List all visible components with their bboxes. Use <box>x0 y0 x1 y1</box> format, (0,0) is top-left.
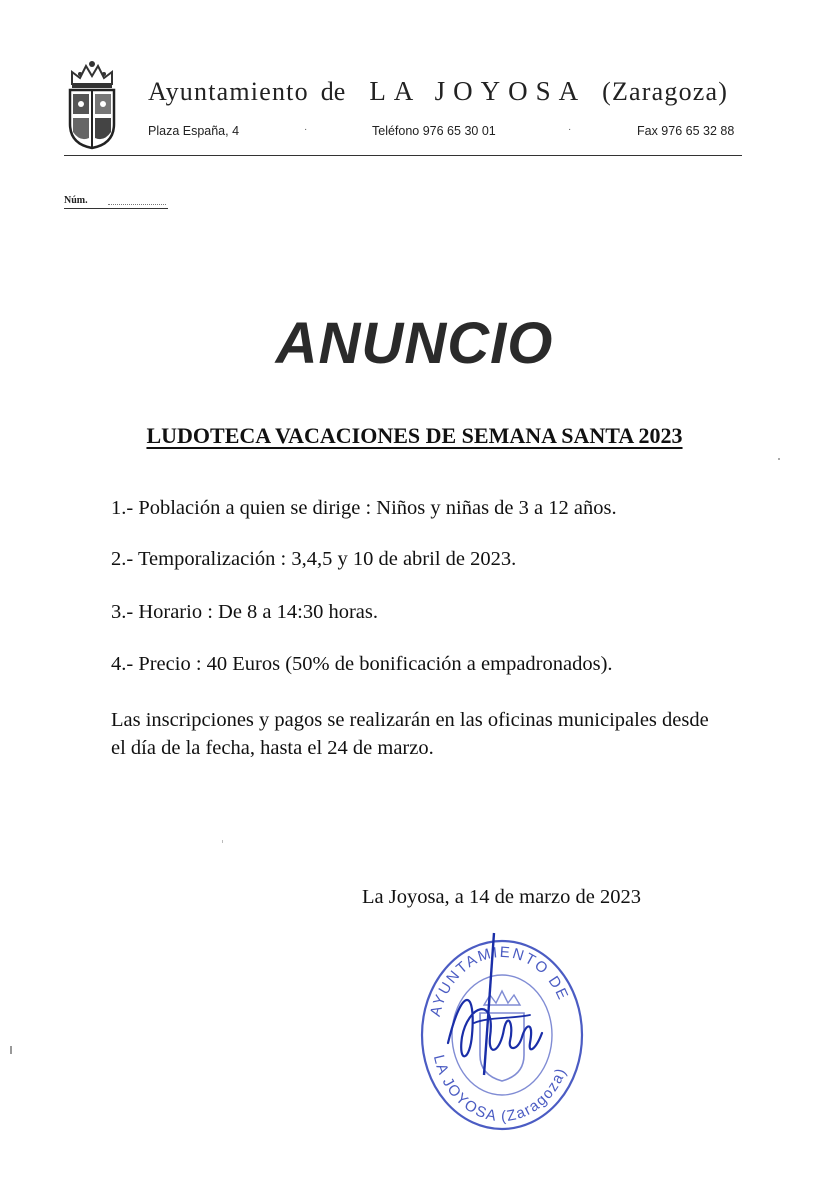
num-underline <box>64 208 168 209</box>
notice-subtitle: LUDOTECA VACACIONES DE SEMANA SANTA 2023 <box>146 423 683 448</box>
letterhead-title <box>148 76 728 107</box>
official-stamp <box>418 925 586 1135</box>
letterhead-divider <box>64 155 742 156</box>
letterhead-address: Plaza España, 4 <box>148 124 240 138</box>
separator-dot: · <box>568 124 572 135</box>
num-label: Núm. <box>64 195 88 206</box>
letterhead-title-mid: de <box>320 77 346 106</box>
closing-line-2: el día de la fecha, hasta el 24 de marzo. <box>111 737 434 759</box>
letterhead-fax: Fax 976 65 32 88 <box>637 124 735 138</box>
scan-speck <box>10 1046 12 1054</box>
notice-item-4: 4.- Precio : 40 Euros (50% de bonificación a empadronados). <box>111 653 613 675</box>
stamp-text-bottom: LA JOYOSA (Zaragoza) <box>429 1053 571 1126</box>
closing-line-1: Las inscripciones y pagos se realizarán en las oficinas municipales desde <box>111 709 709 731</box>
notice-item-3: 3.- Horario : De 8 a 14:30 horas. <box>111 601 379 623</box>
separator-dot: · <box>304 124 308 135</box>
letterhead-province: (Zaragoza) <box>602 77 729 106</box>
stamp-text-top: AYUNTAMIENTO DE <box>426 943 573 1019</box>
notice-item-1: 1.- Población a quien se dirige : Niños y niñas de 3 a 12 años. <box>111 497 617 519</box>
scan-speck <box>778 458 780 460</box>
coat-of-arms-icon <box>64 58 120 150</box>
notice-heading: ANUNCIO <box>275 311 554 376</box>
signature-scribble <box>448 1000 542 1056</box>
letterhead-title-prefix: Ayuntamiento <box>148 77 309 106</box>
letterhead-town: LA JOYOSA <box>369 76 587 106</box>
scan-speck <box>222 840 223 843</box>
notice-item-2: 2.- Temporalización : 3,4,5 y 10 de abril de 2023. <box>111 548 517 570</box>
letterhead-phone: Teléfono 976 65 30 01 <box>372 124 496 138</box>
num-dotted-line <box>108 198 166 205</box>
signature-date: La Joyosa, a 14 de marzo de 2023 <box>362 886 641 908</box>
